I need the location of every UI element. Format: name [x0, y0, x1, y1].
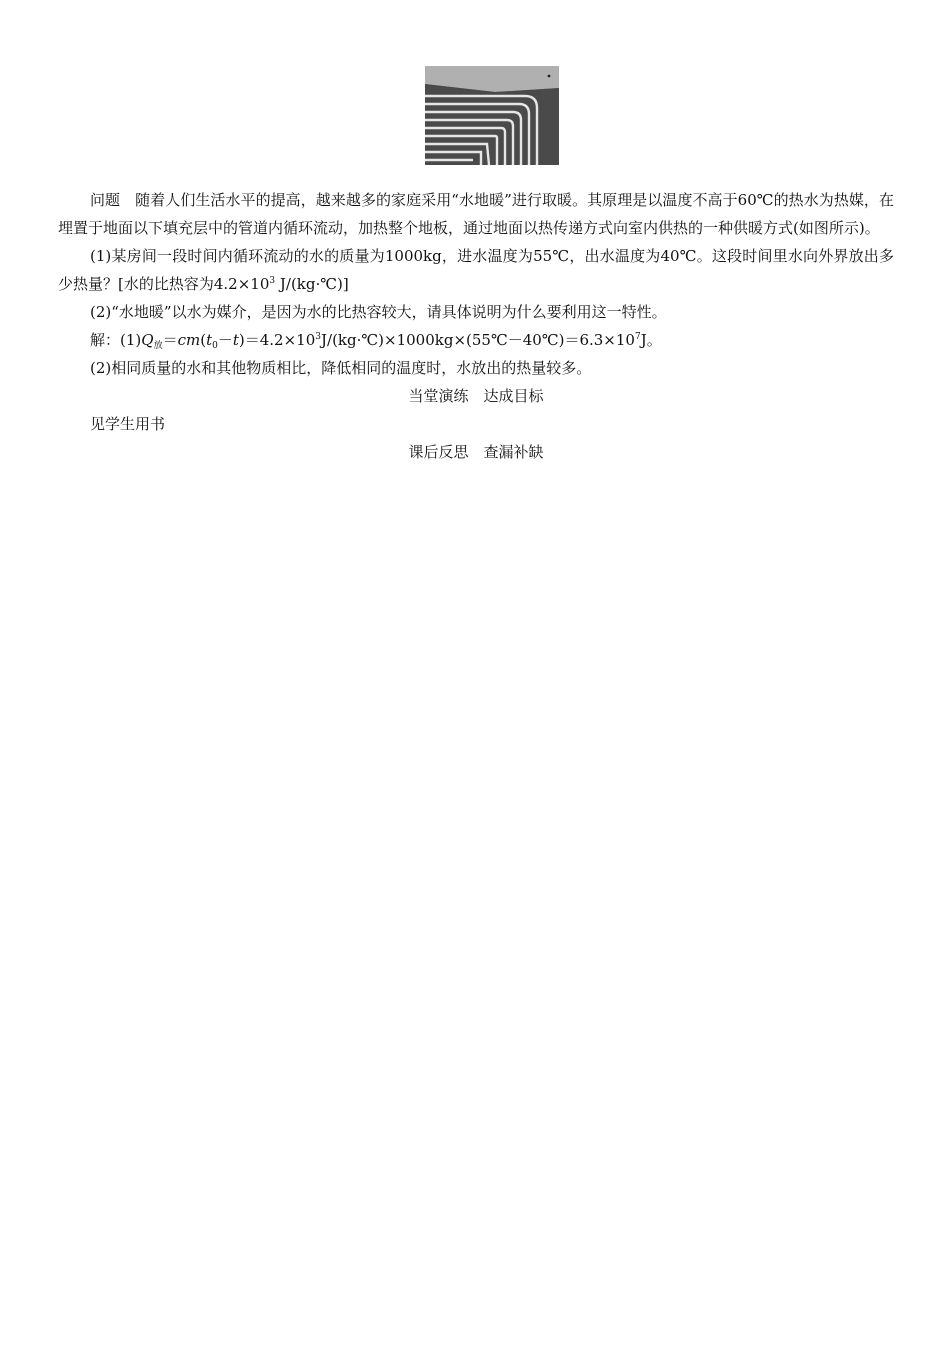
question-2: (2)“水地暖”以水为媒介，是因为水的比热容较大，请具体说明为什么要利用这一特性。 [90, 303, 667, 321]
solution-1 [58, 326, 894, 354]
symbol-cm: cm [177, 331, 201, 349]
floor-heating-pipes-photo [425, 66, 559, 165]
solution-1-prefix: 解：(1) [90, 331, 142, 349]
equals-sign: ＝ [162, 331, 178, 349]
paren-close: ) [238, 331, 245, 349]
problem-intro: 问题 随着人们生活水平的提高，越来越多的家庭采用“水地暖”进行取暖。其原理是以温度不高于60℃的热水为热媒，在埋置于地面以下填充层中的管道内循环流动，加热整个地板，通过地面以热传递方式向室内供热的一种供暖方式(如图所示)。 [58, 191, 894, 237]
symbol-Q-subscript: 放 [153, 341, 163, 351]
solution-1-exponent-2: 7 [634, 332, 641, 342]
symbol-t: t [232, 331, 239, 349]
question-1 [58, 242, 894, 298]
practice-heading: 当堂演练 达成目标 [408, 387, 544, 405]
solution-1-value-c: J。 [640, 331, 662, 349]
symbol-t0: t [206, 331, 213, 349]
paren-open: ( [200, 331, 207, 349]
reflect-heading: 课后反思 查漏补缺 [408, 443, 544, 461]
question-1-exponent: 3 [269, 276, 276, 286]
solution-1-exponent-1: 3 [315, 332, 321, 342]
question-1-text: (1)某房间一段时间内循环流动的水的质量为1000kg，进水温度为55℃，出水温度为40℃。这段时间里水向外界放出多少热量？[水的比热容为4.2×10 [58, 247, 894, 293]
solution-2: (2)相同质量的水和其他物质相比，降低相同的温度时，水放出的热量较多。 [90, 359, 592, 377]
symbol-t0-subscript: 0 [212, 341, 218, 351]
minus-sign: － [217, 331, 233, 349]
question-1-unit: J/(kg·℃)] [275, 275, 349, 293]
problem-block [58, 186, 894, 466]
symbol-Q: Q [141, 331, 154, 349]
practice-note: 见学生用书 [90, 415, 166, 433]
solution-1-value-b: J/(kg·℃)×1000kg×(55℃－40℃)＝6.3×10 [321, 331, 635, 349]
solution-1-value-a: ＝4.2×10 [244, 331, 316, 349]
